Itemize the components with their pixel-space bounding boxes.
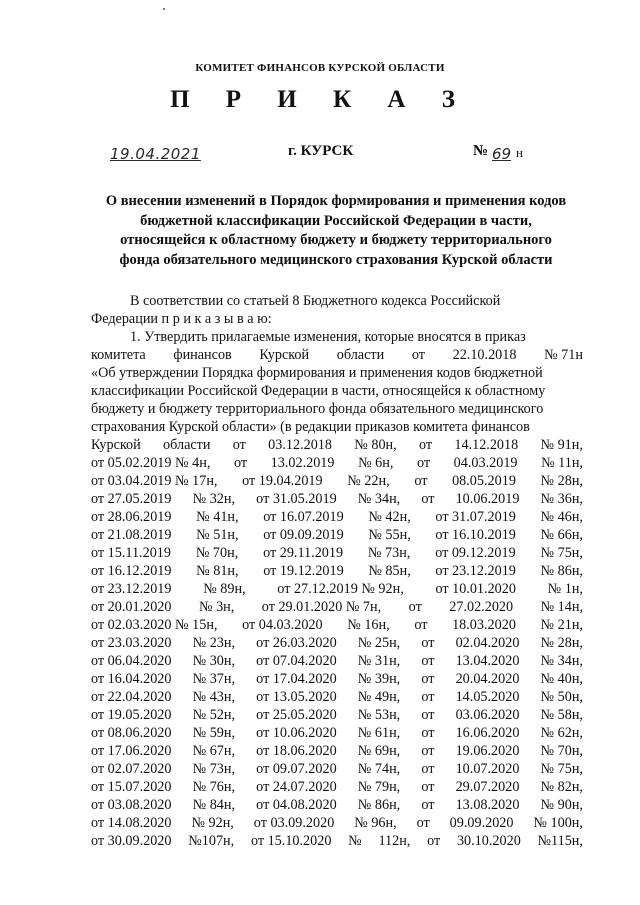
body-line-segment: № 11н, — [541, 455, 583, 471]
body-line-segment: 29.07.2020 — [455, 779, 520, 795]
body-line-segment: от — [421, 671, 435, 687]
body-line-segment: от — [421, 689, 435, 705]
body-line — [91, 454, 583, 472]
body-line-segment: № 76н, — [192, 779, 236, 795]
title-line: относящейся к областному бюджету и бюджету территориального — [120, 232, 552, 248]
body-line-segment: № 14н, — [540, 599, 583, 615]
body-line-segment: 13.08.2020 — [455, 797, 520, 813]
body-line-segment: 13.04.2020 — [455, 653, 520, 669]
body-line — [91, 472, 583, 490]
body-line-segment: от 19.04.2019 — [242, 473, 323, 489]
body-line-segment: от — [416, 815, 430, 831]
body-line-segment: № 34н, — [540, 653, 583, 669]
body-line-segment: № 71н — [544, 347, 583, 363]
body-line-segment: № 37н, — [192, 671, 236, 687]
body-line — [91, 562, 583, 580]
body-line-segment: от 10.06.2020 — [256, 725, 337, 741]
body-line-segment: от 18.06.2020 — [256, 743, 337, 759]
body-line-segment: от 17.04.2020 — [256, 671, 337, 687]
body-line-segment: от 13.05.2020 — [256, 689, 337, 705]
body-line-segment: от 21.08.2019 — [91, 527, 172, 543]
body-line-segment: от — [421, 707, 435, 723]
body-line-segment: 18.03.2020 — [452, 617, 516, 633]
body-line-segment: № 46н, — [540, 509, 583, 525]
body-line-segment: № 21н, — [540, 617, 583, 633]
body-line: 1. Утвердить прилагаемые изменения, которые вносятся в приказ — [130, 329, 526, 345]
body-line — [91, 580, 583, 598]
body-line-segment: от — [414, 473, 428, 489]
body-line-segment: от 31.05.2019 — [256, 491, 337, 507]
body-line-segment: № 92н, — [191, 815, 234, 831]
body-line-segment: № 6н, — [358, 455, 394, 471]
document-type-heading: П Р И К А З — [170, 86, 470, 113]
body-line-segment: № 86н, — [357, 797, 401, 813]
body-line — [91, 634, 583, 652]
body-line-segment: от — [421, 761, 435, 777]
body-line-segment: от 02.03.2020 № 15н, — [91, 617, 218, 633]
body-line-segment: № 49н, — [357, 689, 401, 705]
body-line-segment: № 25н, — [357, 635, 401, 651]
body-line-segment: № 50н, — [540, 689, 583, 705]
body-line: «Об утверждении Порядка формирования и применения кодов бюджетной — [91, 365, 543, 381]
body-line-segment: от 29.01.2020 № 7н, — [261, 599, 382, 615]
body-line — [91, 814, 583, 832]
body-line-segment: № 53н, — [357, 707, 401, 723]
body-line: классификации Российской Федерации в части, относящейся к областному — [91, 383, 546, 399]
body-line-segment: 03.06.2020 — [455, 707, 520, 723]
body-line-segment: от 27.12.2019 № 92н, — [277, 581, 404, 597]
body-line-segment: от 09.12.2019 — [435, 545, 516, 561]
body-line-segment: от — [233, 455, 248, 471]
body-line-segment: № 51н, — [196, 527, 239, 543]
body-line-segment: № 85н, — [368, 563, 411, 579]
body-line-segment: от 16.10.2019 — [435, 527, 516, 543]
body-line-segment: № 100н, — [533, 815, 583, 831]
body-line: Федерации п р и к а з ы в а ю: — [91, 311, 272, 327]
body-line-segment: от — [232, 437, 246, 453]
body-line-segment: от 23.12.2019 — [435, 563, 516, 579]
body-line-segment: № 73н, — [367, 545, 411, 561]
document-body — [91, 292, 583, 850]
body-line-segment: № 74н, — [357, 761, 401, 777]
body-line-segment: № 42н, — [368, 509, 411, 525]
body-line-segment: №115н, — [537, 833, 583, 849]
body-line-segment: 27.02.2020 — [449, 599, 514, 615]
body-line — [91, 346, 583, 364]
body-line-segment: от 07.04.2020 — [256, 653, 337, 669]
body-line-segment: от 03.04.2019 № 17н, — [91, 473, 218, 489]
body-line-segment: № 61н, — [357, 725, 401, 741]
body-line-segment: № 55н, — [368, 527, 411, 543]
body-line-segment: № 89н, — [203, 581, 246, 597]
body-line: страхования Курской области» (в редакции приказов комитета финансов — [91, 419, 530, 435]
body-line-segment: от — [411, 347, 425, 363]
body-line-segment: от — [421, 635, 435, 651]
body-line-segment: 30.10.2020 — [456, 833, 521, 849]
handwritten-date: 19.04.2021 — [110, 145, 201, 163]
body-line-segment: № 16н, — [347, 617, 390, 633]
body-line — [91, 544, 583, 562]
body-line-segment: № 70н, — [195, 545, 239, 561]
body-line-segment: от 23.03.2020 — [91, 635, 172, 651]
body-line-segment: от 08.06.2020 — [91, 725, 172, 741]
body-line-segment: № 30н, — [192, 653, 236, 669]
body-line-segment: от 26.03.2020 — [256, 635, 337, 651]
body-line-segment: 10.06.2019 — [455, 491, 520, 507]
body-line — [91, 778, 583, 796]
body-line-segment: 04.03.2019 — [453, 455, 518, 471]
scan-speck — [163, 8, 165, 10]
body-line-segment: от — [421, 779, 435, 795]
body-line-segment: от — [418, 437, 433, 453]
body-line-segment: № 70н, — [540, 743, 583, 759]
body-line-segment: № 40н, — [540, 671, 583, 687]
body-line-segment: от 05.02.2019 № 4н, — [91, 455, 211, 471]
body-line-segment: от 20.01.2020 — [91, 599, 172, 615]
body-line-segment: 03.12.2018 — [268, 437, 332, 453]
body-line-segment: № 84н, — [192, 797, 236, 813]
body-line-segment: 16.06.2020 — [455, 725, 520, 741]
title-line: фонда обязательного медицинского страхования Курской области — [119, 251, 553, 268]
document-title — [86, 192, 586, 270]
body-line-segment: № 43н, — [192, 689, 236, 705]
body-line-segment: 19.06.2020 — [455, 743, 520, 759]
body-line-segment: от — [416, 455, 431, 471]
body-line-segment: № 67н, — [192, 743, 236, 759]
body-line — [91, 490, 583, 508]
body-line-segment: от 04.03.2020 — [242, 617, 323, 633]
body-line-segment: от — [408, 599, 422, 615]
body-line-segment: № 23н, — [192, 635, 236, 651]
body-line-segment: от 06.04.2020 — [91, 653, 172, 669]
body-line-segment: от 03.09.2020 — [253, 815, 335, 831]
body-line-segment: № 1н, — [547, 581, 583, 597]
body-line-segment: № 36н, — [540, 491, 583, 507]
body-line-segment: № 62н, — [540, 725, 583, 741]
body-line — [91, 526, 583, 544]
body-line-segment: № 52н, — [192, 707, 236, 723]
body-line-segment: от — [421, 725, 435, 741]
body-line-segment: от 27.05.2019 — [91, 491, 172, 507]
body-line-segment: № 66н, — [540, 527, 583, 543]
body-line — [91, 706, 583, 724]
body-line-segment: №107н, — [188, 833, 235, 849]
body-line-segment: № 22н, — [347, 473, 390, 489]
body-line — [91, 742, 583, 760]
body-line-segment: № 59н, — [192, 725, 236, 741]
body-line-segment: от — [421, 653, 435, 669]
body-line-segment: от 31.07.2019 — [435, 509, 516, 525]
body-line: бюджету и бюджету территориального фонда обязательного медицинского — [91, 401, 544, 417]
committee-name: КОМИТЕТ ФИНАНСОВ КУРСКОЙ ОБЛАСТИ — [195, 62, 445, 74]
body-line — [91, 796, 583, 814]
body-line — [91, 436, 583, 454]
body-line-segment: от 29.11.2019 — [263, 545, 344, 561]
body-line-segment: 08.05.2019 — [452, 473, 516, 489]
body-line-segment: № 28н, — [540, 473, 583, 489]
body-line-segment: № 39н, — [357, 671, 401, 687]
body-line-segment: 14.05.2020 — [455, 689, 520, 705]
body-line-segment: от 10.01.2020 — [435, 581, 516, 597]
body-line — [91, 616, 583, 634]
body-line-segment: от 23.12.2019 — [91, 581, 172, 597]
city-label: г. КУРСК — [288, 143, 354, 159]
body-line-segment: 09.09.2020 — [449, 815, 514, 831]
title-line: О внесении изменений в Порядок формирования и применения кодов — [105, 193, 567, 209]
body-line-segment: № 32н, — [192, 491, 236, 507]
body-line-segment: от 19.05.2020 — [91, 707, 172, 723]
body-line — [91, 652, 583, 670]
body-line-segment: области — [163, 437, 211, 453]
body-line — [91, 508, 583, 526]
body-line-segment: от — [421, 743, 435, 759]
body-line-segment: № 31н, — [357, 653, 401, 669]
body-line-segment: от 03.08.2020 — [91, 797, 172, 813]
body-line — [91, 670, 583, 688]
body-line-segment: от 09.09.2019 — [263, 527, 344, 543]
body-line-segment: от 16.04.2020 — [91, 671, 172, 687]
body-line-segment: от 15.11.2019 — [91, 545, 171, 561]
body-line-segment: № 79н, — [357, 779, 401, 795]
body-line-segment: 14.12.2018 — [454, 437, 519, 453]
body-line: В соответствии со статьей 8 Бюджетного кодекса Российской — [130, 293, 501, 309]
body-line — [91, 688, 583, 706]
body-line — [91, 760, 583, 778]
body-line-segment: от — [427, 833, 441, 849]
body-line-segment: финансов — [173, 347, 232, 363]
body-line-segment: Курской — [91, 437, 141, 453]
body-line-segment: от 19.12.2019 — [263, 563, 344, 579]
body-line-segment: Курской — [259, 347, 310, 363]
body-line — [91, 598, 583, 616]
body-line-segment: № 75н, — [540, 545, 583, 561]
body-line-segment: от 16.12.2019 — [91, 563, 172, 579]
body-line-segment: № 80н, — [354, 437, 397, 453]
body-line-segment: № — [348, 833, 362, 849]
body-line-segment: № 81н, — [196, 563, 239, 579]
body-line-segment: от 16.07.2019 — [263, 509, 344, 525]
body-line — [91, 832, 583, 850]
body-line-segment: 10.07.2020 — [455, 761, 520, 777]
body-line — [91, 724, 583, 742]
handwritten-order-number: 69 — [492, 145, 512, 163]
body-line-segment: от — [421, 491, 435, 507]
body-line-segment: 20.04.2020 — [455, 671, 520, 687]
body-line-segment: 02.04.2020 — [455, 635, 520, 651]
order-number-label: № — [473, 143, 489, 159]
body-line-segment: № 58н, — [540, 707, 583, 723]
body-line-segment: от 04.08.2020 — [256, 797, 337, 813]
order-number-suffix: н — [516, 145, 523, 160]
body-line-segment: № 86н, — [540, 563, 583, 579]
title-line: бюджетной классификации Российской Федерации в части, — [140, 212, 532, 229]
body-line-segment: от 24.07.2020 — [256, 779, 337, 795]
body-line-segment: № 91н, — [540, 437, 583, 453]
body-line-segment: от 30.09.2020 — [91, 833, 172, 849]
body-line-segment: 22.10.2018 — [452, 347, 517, 363]
body-line-segment: от 28.06.2019 — [91, 509, 172, 525]
body-line-segment: № 82н, — [540, 779, 583, 795]
body-line-segment: от 22.04.2020 — [91, 689, 172, 705]
body-line-segment: от 15.07.2020 — [91, 779, 172, 795]
body-line-segment: № 34н, — [357, 491, 401, 507]
body-line-segment: от — [414, 617, 428, 633]
body-line-segment: от 09.07.2020 — [256, 761, 337, 777]
body-line-segment: № 41н, — [196, 509, 239, 525]
body-line-segment: № 73н, — [192, 761, 236, 777]
body-line-segment: № 28н, — [540, 635, 583, 651]
body-line-segment: от 02.07.2020 — [91, 761, 172, 777]
body-line-segment: от 17.06.2020 — [91, 743, 172, 759]
body-line-segment: от 14.08.2020 — [91, 815, 172, 831]
body-line-segment: 13.02.2019 — [270, 455, 335, 471]
body-line-segment: № 3н, — [198, 599, 235, 615]
body-line-segment: области — [336, 347, 385, 363]
body-line-segment: комитета — [91, 347, 146, 363]
body-line-segment: № 90н, — [540, 797, 583, 813]
body-line-segment: № 96н, — [354, 815, 397, 831]
body-line-segment: от — [421, 797, 435, 813]
body-line-segment: от 25.05.2020 — [256, 707, 337, 723]
body-line-segment: № 69н, — [357, 743, 401, 759]
body-line-segment: № 75н, — [540, 761, 583, 777]
body-line-segment: 112н, — [378, 833, 411, 849]
body-line-segment: от 15.10.2020 — [250, 833, 332, 849]
